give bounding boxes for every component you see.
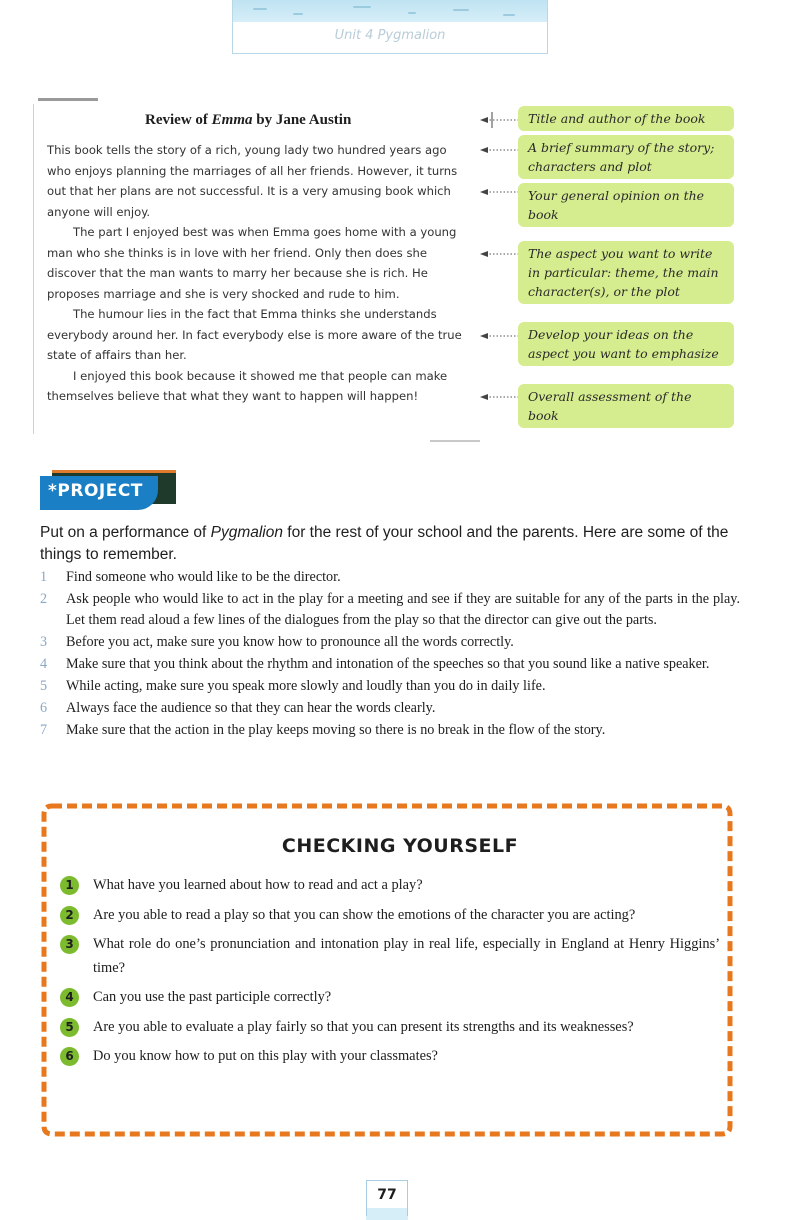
- review-paragraph: The humour lies in the fact that Emma thinks she understands everybody around her. In fact everybody else is more aware of the true state of affairs than her.: [47, 307, 462, 362]
- note-overall: Overall assessment of the book: [518, 384, 734, 428]
- project-list: [40, 567, 740, 742]
- checking-title: CHECKING YOURSELF: [281, 835, 519, 857]
- list-item: 2 Ask people who would like to act in the play for a meeting and see if they are suitable for any of the parts in the play. Let them read aloud a few lines of the dialogues from the play so that the director can give out the parts.: [40, 591, 740, 628]
- list-item: 1 What have you learned about how to read and act a play?: [60, 874, 720, 898]
- number-badge: 3: [60, 935, 79, 954]
- note-aspect: The aspect you want to write in particular: theme, the main character(s), or the plot: [518, 241, 734, 304]
- project-badge: [40, 470, 176, 510]
- list-item: 1 Find someone who would like to be the director.: [40, 569, 341, 585]
- list-item: 6 Always face the audience so that they can hear the words clearly.: [40, 699, 436, 716]
- arrow-head-icon: [480, 251, 488, 257]
- list-item: 4 Make sure that you think about the rhythm and intonation of the speeches so that you sound like a native speaker.: [40, 655, 710, 672]
- review-paragraph: I enjoyed this book because it showed me that people can make themselves believe that what they want to happen will happen!: [47, 368, 448, 403]
- checking-list: [60, 874, 720, 1075]
- review-paragraph: This book tells the story of a rich, young lady two hundred years ago who enjoys planning the marriages of all her friends. However, it turns out that her plans are not successful. It is a very amusing book which anyone will enjoy.: [47, 143, 458, 219]
- note-title-author: Title and author of the book: [518, 106, 734, 131]
- list-item: 3 What role do one’s pronunciation and intonation play in real life, especially in England at Henry Higgins’ time?: [60, 933, 720, 980]
- arrow-head-icon: [480, 117, 488, 123]
- arrow-head-icon: [480, 147, 488, 153]
- unit-label: Unit 4 Pygmalion: [334, 28, 446, 43]
- list-item: 4 Can you use the past participle correctly?: [60, 986, 720, 1010]
- number-badge: 2: [60, 906, 79, 925]
- note-summary: A brief summary of the story; characters and plot: [518, 135, 734, 179]
- review-paragraph: The part I enjoyed best was when Emma goes home with a young man who she thinks is in love with her friend. Only then does she discover that the man wants to marry her because she is rich. He proposes marriage and she is very shocked and rude to him.: [47, 225, 457, 301]
- arrow-head-icon: [480, 333, 488, 339]
- list-item: 5 Are you able to evaluate a play fairly so that you can present its strengths and its weaknesses?: [60, 1016, 720, 1040]
- review-title: Review of Emma by Jane Austin: [145, 112, 352, 128]
- list-item: 5 While acting, make sure you speak more slowly and loudly than you do in daily life.: [40, 677, 546, 694]
- number-badge: 5: [60, 1018, 79, 1037]
- arrow-head-icon: [480, 394, 488, 400]
- number-badge: 6: [60, 1047, 79, 1066]
- list-item: 7 Make sure that the action in the play keeps moving so there is no break in the flow of the story.: [40, 721, 606, 738]
- arrow-head-icon: [480, 189, 488, 195]
- page-number: 77: [366, 1180, 408, 1216]
- list-item: 3 Before you act, make sure you know how to pronounce all the words correctly.: [40, 633, 514, 650]
- project-intro: Put on a performance of Pygmalion for the rest of your school and the parents. Here are some of the things to remember.: [40, 524, 729, 563]
- list-item: 2 Are you able to read a play so that you can show the emotions of the character you are acting?: [60, 904, 720, 928]
- note-opinion: Your general opinion on the book: [518, 183, 734, 227]
- review-bottom-rule: [430, 440, 480, 442]
- note-develop: Develop your ideas on the aspect you want to emphasize: [518, 322, 734, 366]
- project-badge-label: *PROJECT: [48, 481, 143, 501]
- number-badge: 4: [60, 988, 79, 1007]
- number-badge: 1: [60, 876, 79, 895]
- list-item: 6 Do you know how to put on this play with your classmates?: [60, 1045, 720, 1069]
